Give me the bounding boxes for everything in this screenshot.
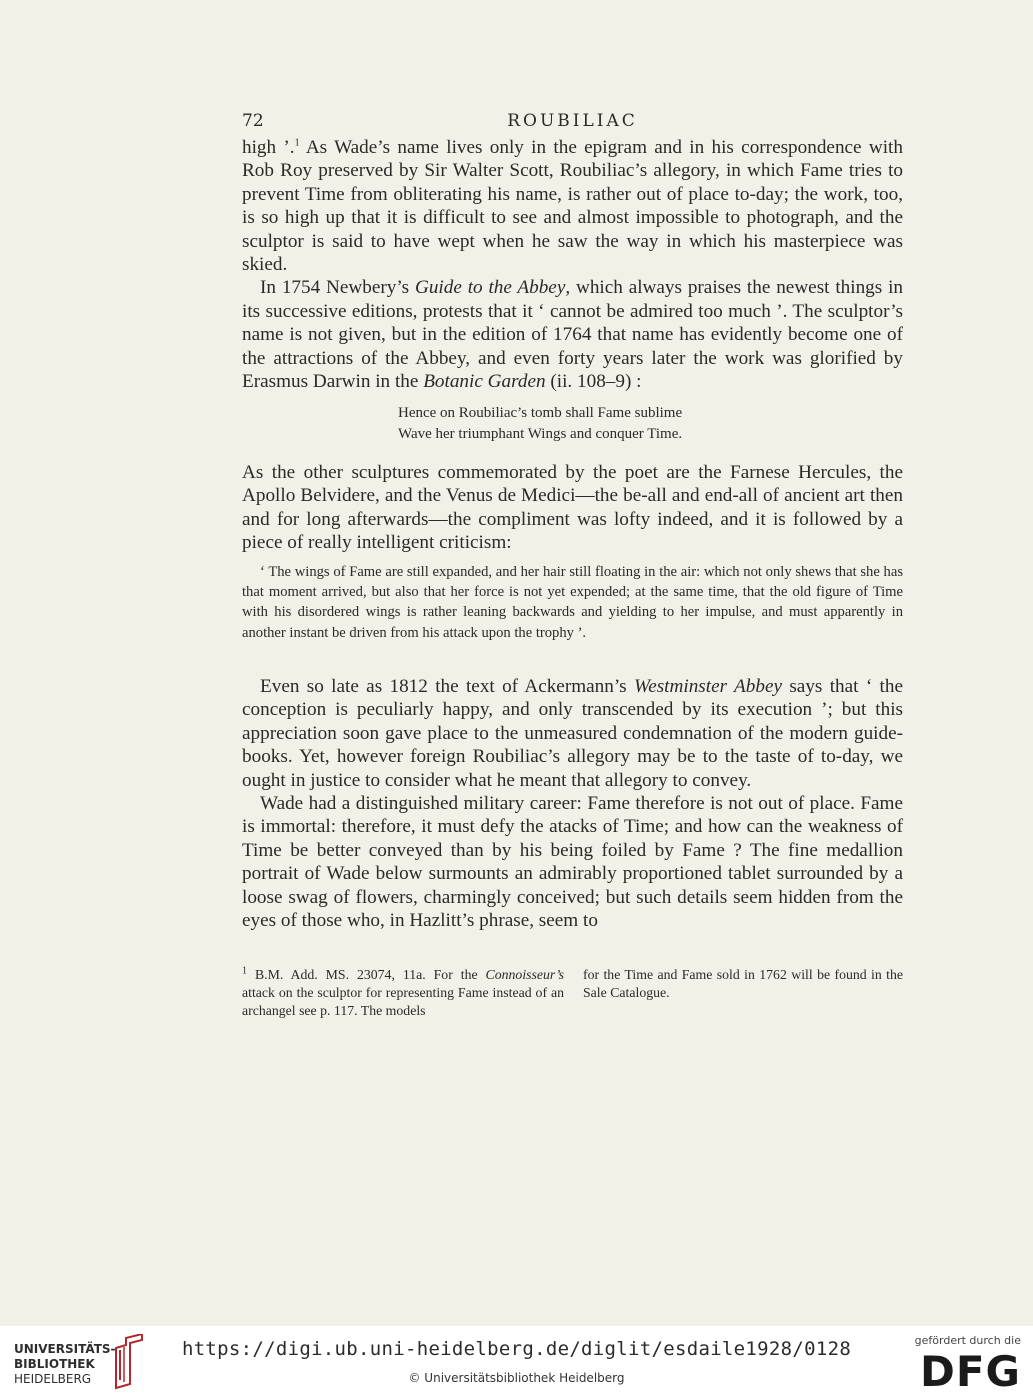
verse-quotation — [398, 403, 682, 445]
body-text-bottom — [242, 675, 903, 932]
footnote-left-column: $^1$ B.M. Add. MS. 23074, 11a. For the Connoisseur’s attack on the sculptor for representing Fame instead of an archangel see p. 117. The models — [242, 965, 564, 1018]
body-text-top — [242, 136, 903, 393]
verse-line: Wave her triumphant Wings and conquer Time. — [398, 426, 683, 442]
page-number: 72 — [242, 111, 264, 131]
paragraph-4: Even so late as 1812 the text of Ackermann’s Westminster Abbey says that ‘ the conception is peculiarly happy, and only transcended by its execution ’; but this appreciation soon gave place to the unmeasured condemnation of the modern guide-books. Yet, however foreign Roubiliac’s allegory may be to the taste of to-day, we ought in justice to consider what he meant that allegory to convey. — [242, 676, 903, 791]
footnote-ref: 1 — [294, 137, 300, 149]
verse-line: Hence on Roubiliac’s tomb shall Fame sublime — [398, 405, 683, 421]
copyright-notice: © Universitätsbibliothek Heidelberg — [408, 1371, 625, 1385]
paragraph-3: As the other sculptures commemorated by the poet are the Farnese Hercules, the Apollo Belvidere, and the Venus de Medici—the be-all and end-all of ancient art then and for long afterwards—the compliment was lofty indeed, and it is followed by a piece of really intelligent criticism: — [242, 462, 903, 554]
footnotes — [242, 966, 903, 1020]
dfg-logo[interactable]: DFG — [919, 1347, 1021, 1396]
library-logo[interactable]: UNIVERSITÄTS- BIBLIOTHEK HEIDELBERG — [14, 1342, 116, 1386]
permalink-url[interactable]: https://digi.ub.uni-heidelberg.de/diglit/esdaile1928/0128 — [181, 1338, 852, 1360]
funded-by-label: gefördert durch die — [914, 1334, 1021, 1347]
viewer-footer — [0, 1326, 1033, 1399]
body-text-middle — [242, 461, 903, 555]
footnote-right-column: for the Time and Fame sold in 1762 will be found in the Sale Catalogue. — [583, 967, 903, 1000]
running-head: ROUBILIAC — [507, 111, 638, 131]
block-quotation: ‘ The wings of Fame are still expanded, and her hair still floating in the air: which not only shews that she has that moment arrived, but also that her force is not yet expended; at the same time, that the old figure of Time with his disordered wings is rather leaning backwards and yielding to her impulse, and must apparently in another instant be driven from his attack upon the trophy ’. — [242, 564, 903, 641]
paragraph-1: high ’.$^1$ As Wade’s name lives only in the epigram and in his correspondence with Rob Roy preserved by Sir Walter Scott, Roubiliac’s allegory, in which Fame tries to prevent Time from obliterating his name, is rather out of place to-day; the work, too, is so high up that it is difficult to see and almost impossible to photograph, and the sculptor is said to have wept when he saw the way in which his masterpiece was skied. — [242, 137, 903, 276]
paragraph-2: In 1754 Newbery’s Guide to the Abbey, which always praises the newest things in its successive editions, protests that it ‘ cannot be admired too much ’. The sculptor’s name is not given, but in the edition of 1764 that name has evidently become one of the attractions of the Abbey, and even forty years later the work was glorified by Erasmus Darwin in the Botanic Garden (ii. 108–9) : — [242, 277, 903, 393]
paragraph-5: Wade had a distinguished military career: Fame therefore is not out of place. Fame is immortal: therefore, it must defy the atacks of Time; and how can the weakness of Time be better conveyed than by his being foiled by Fame ? The fine medallion portrait of Wade below surmounts an admirably proportioned tablet surrounded by a loose swag of flowers, charmingly conceived; but such details seem hidden from the eyes of those who, in Hazlitt’s phrase, seem to — [242, 793, 903, 932]
page-header — [242, 111, 903, 135]
